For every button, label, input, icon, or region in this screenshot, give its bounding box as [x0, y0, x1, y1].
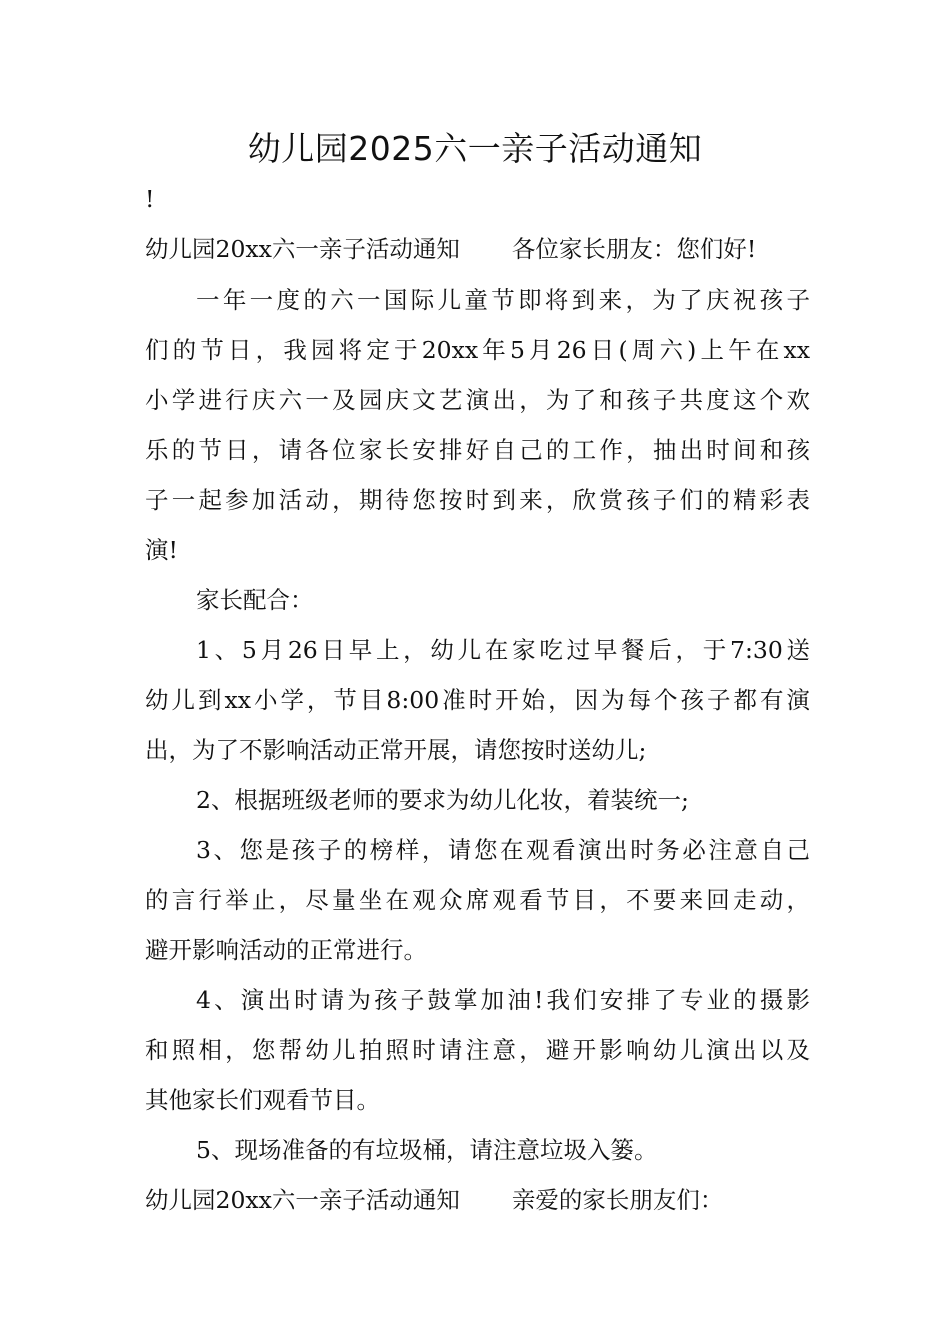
item-3-line: 避开影响活动的正常进行。: [145, 936, 427, 964]
item-3-line: 3、您是孩子的榜样，请您在观看演出时务必注意自己: [196, 836, 810, 864]
section-heading-1-label: 幼儿园20xx六一亲子活动通知: [145, 235, 460, 263]
item-4-line: 和照相，您帮幼儿拍照时请注意，避开影响幼儿演出以及: [145, 1036, 810, 1064]
section-heading-2: [145, 1182, 810, 1218]
section-heading-2-label: 幼儿园20xx六一亲子活动通知: [145, 1186, 460, 1214]
paragraph-line: 乐的节日，请各位家长安排好自己的工作，抽出时间和孩: [145, 436, 810, 464]
item-1-line: 出，为了不影响活动正常开展，请您按时送幼儿;: [145, 736, 647, 764]
paragraph-line: 子一起参加活动，期待您按时到来，欣赏孩子们的精彩表: [145, 486, 810, 514]
item-4-line: 4、演出时请为孩子鼓掌加油!我们安排了专业的摄影: [196, 986, 810, 1014]
item-4-line: 其他家长们观看节目。: [145, 1086, 380, 1114]
document-title: 幼儿园2025六一亲子活动通知: [247, 129, 703, 168]
paragraph-line: 们的节日，我园将定于20xx年5月26日(周六)上午在xx: [145, 336, 810, 364]
section-heading-1-greeting: 各位家长朋友：您们好!: [511, 235, 757, 263]
section-heading-1: [145, 231, 810, 267]
cooperation-label: 家长配合：: [196, 586, 314, 614]
section-heading-2-greeting: 亲爱的家长朋友们：: [511, 1186, 724, 1214]
item-2-line: 2、根据班级老师的要求为幼儿化妆，着装统一;: [196, 786, 689, 814]
paragraph-line: 一年一度的六一国际儿童节即将到来，为了庆祝孩子: [196, 286, 810, 314]
item-3-line: 的言行举止，尽量坐在观众席观看节目，不要来回走动，: [145, 886, 810, 914]
paragraph-line: 小学进行庆六一及园庆文艺演出，为了和孩子共度这个欢: [145, 386, 810, 414]
exclamation-mark: !: [145, 185, 155, 213]
item-5-line: 5、现场准备的有垃圾桶，请注意垃圾入篓。: [196, 1136, 658, 1164]
item-1-line: 1、5月26日早上，幼儿在家吃过早餐后，于7:30送: [196, 636, 810, 664]
paragraph-line: 演!: [145, 536, 178, 564]
item-1-line: 幼儿到xx小学，节目8:00准时开始，因为每个孩子都有演: [145, 686, 810, 714]
